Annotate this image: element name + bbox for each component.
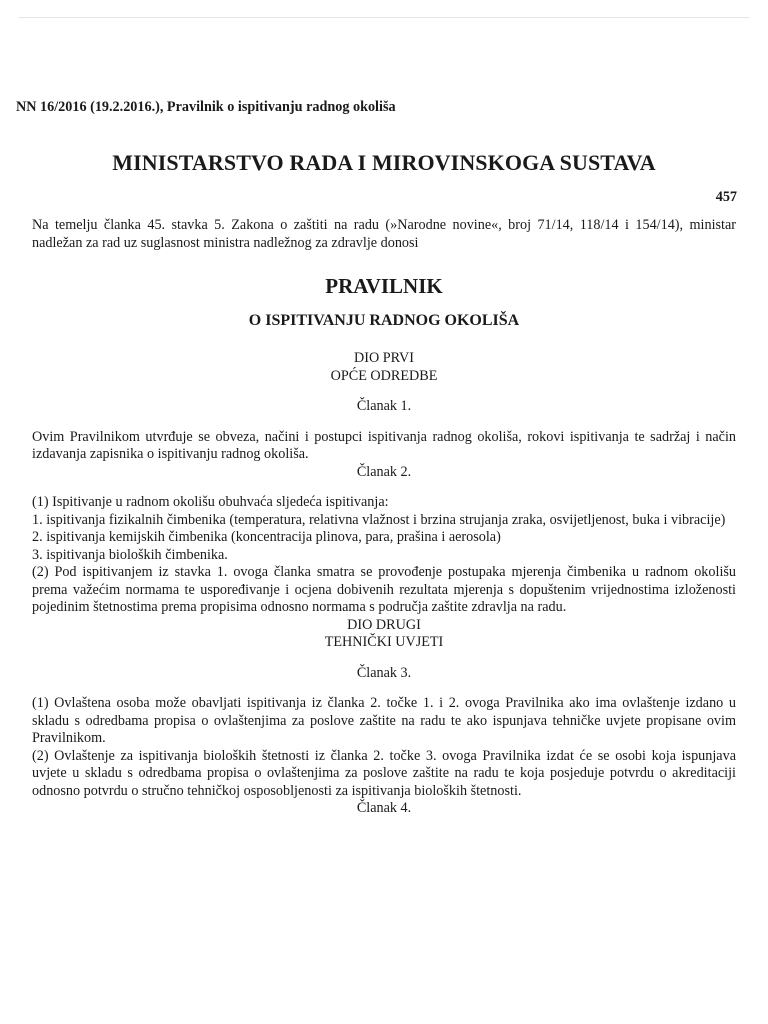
top-divider bbox=[18, 17, 750, 18]
document-page bbox=[16, 99, 737, 831]
article-4-heading: Članak 4. bbox=[356, 800, 412, 816]
preamble: Na temelju članka 45. stavka 5. Zakona o zaštiti na radu (»Narodne novine«, broj 71/14, 118/14 i 154/14), ministar nadležan za rad uz suglasnost ministra nadležnog za zdravlje donosi bbox=[32, 217, 736, 251]
part-one-heading bbox=[32, 350, 736, 385]
article-2-heading: Članak 2. bbox=[356, 463, 412, 480]
gazette-header: NN 16/2016 (19.2.2016.), Pravilnik o ispitivanju radnog okoliša bbox=[16, 99, 396, 115]
part-two-label: DIO DRUGI bbox=[347, 616, 421, 633]
ministry-heading: MINISTARSTVO RADA I MIROVINSKOGA SUSTAVA bbox=[112, 149, 656, 175]
part-two-name: TEHNIČKI UVJETI bbox=[324, 634, 444, 650]
article-1-text: Ovim Pravilnikom utvrđuje se obveza, načini i postupci ispitivanja radnog okoliša, rokovi ispitivanja te sadržaj i način izdavanja zapisnika o ispitivanju radnog okoliša. bbox=[32, 428, 736, 462]
part-one-name: OPĆE ODREDBE bbox=[330, 367, 438, 384]
article-2-item-2: 2. ispitivanja kemijskih čimbenika (koncentracija plinova, para, prašina i aerosola) bbox=[32, 529, 501, 545]
article-2-item-1: 1. ispitivanja fizikalnih čimbenika (temperatura, relativna vlažnost i brzina strujanja zraka, osvijetljenost, buka i vibracije) bbox=[32, 511, 726, 528]
article-2-item-3: 3. ispitivanja bioloških čimbenika. bbox=[32, 546, 228, 563]
article-2-paragraph-2: (2) Pod ispitivanjem iz stavka 1. ovoga članka smatra se provođenje postupaka mjerenja čimbenika u radnom okolišu prema važećim normama te uspoređivanje i ocjena dobivenih rezultata mjerenja s dopuštenim vrijednostima izloženosti pojedinim štetnostima prema propisima odnosno normama s područja zaštite zdravlja na radu. bbox=[32, 564, 736, 615]
article-1-heading: Članak 1. bbox=[356, 398, 412, 414]
regulation-title: PRAVILNIK bbox=[325, 274, 443, 298]
part-one-label: DIO PRVI bbox=[354, 350, 414, 366]
regulation-subtitle: O ISPITIVANJU RADNOG OKOLIŠA bbox=[248, 312, 520, 329]
part-two-heading bbox=[32, 617, 736, 652]
article-3-paragraph-1: (1) Ovlaštena osoba može obavljati ispitivanja iz članka 2. točke 1. i 2. ovoga Pravilnika ako ima ovlaštenje izdano u skladu s odredbama propisa o ovlaštenjima za poslove zaštite na radu te ako ispunjava tehničke uvjete propisane ovim Pravilnikom. bbox=[32, 695, 736, 746]
article-3-paragraph-2: (2) Ovlaštenje za ispitivanja bioloških štetnosti iz članka 2. točke 3. ovoga Pravilnika izdat će se osobi koja ispunjava uvjete u skladu s odredbama propisa o ovlaštenjima za poslove zaštite na radu te koja posjeduje potvrdu o akreditaciji odnosno potvrdu o stručno tehničkoj osposobljenosti za ispitivanja bioloških štetnosti. bbox=[32, 747, 736, 799]
article-3-heading: Članak 3. bbox=[356, 664, 412, 681]
article-2-paragraph-1: (1) Ispitivanje u radnom okolišu obuhvaća sljedeća ispitivanja: bbox=[32, 494, 389, 510]
document-number: 457 bbox=[715, 188, 737, 205]
